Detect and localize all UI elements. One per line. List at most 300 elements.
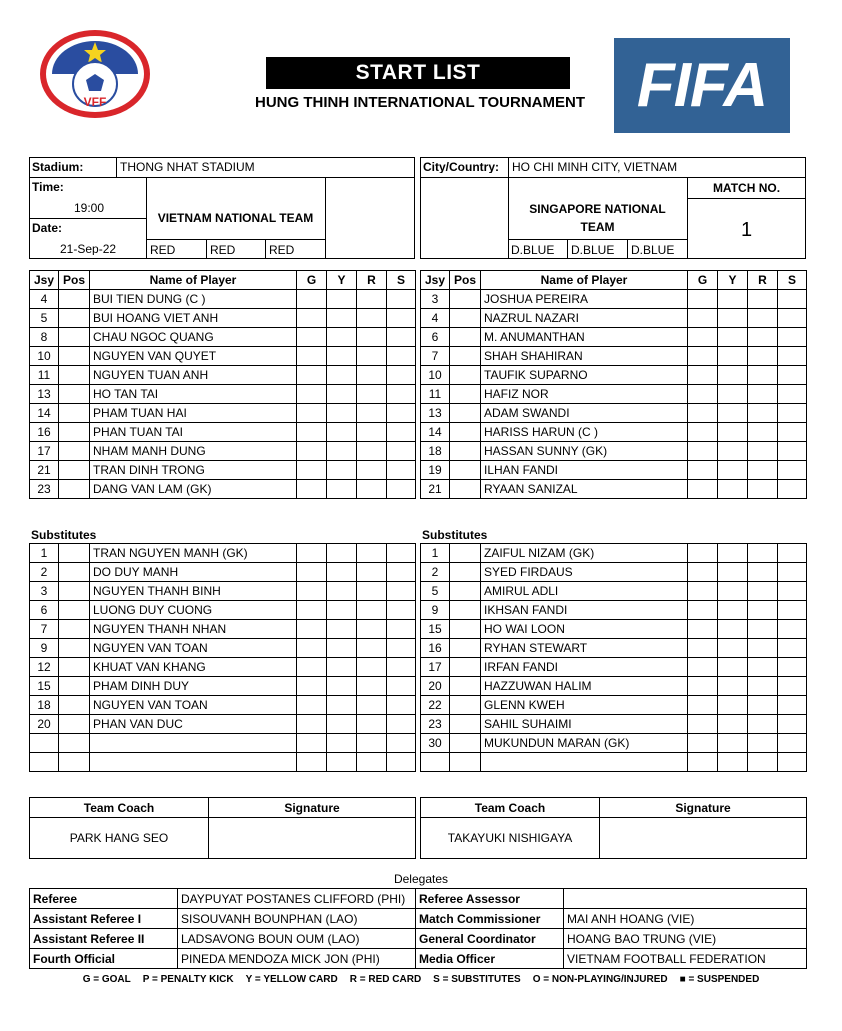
jersey-number xyxy=(30,753,59,772)
y-cell xyxy=(718,601,748,620)
s-cell xyxy=(778,658,807,677)
g-cell xyxy=(297,620,327,639)
away-coach-label: Team Coach xyxy=(421,798,600,818)
g-cell xyxy=(688,328,718,347)
r-cell xyxy=(357,328,387,347)
vff-logo xyxy=(38,28,152,120)
s-cell xyxy=(778,544,807,563)
delegate-role: Referee xyxy=(30,889,178,909)
table-row xyxy=(421,677,807,696)
city-label: City/Country: xyxy=(423,161,499,173)
r-cell xyxy=(357,366,387,385)
r-cell xyxy=(748,404,778,423)
jersey-number: 2 xyxy=(421,563,450,582)
table-row xyxy=(30,601,416,620)
r-cell xyxy=(357,347,387,366)
delegate-name xyxy=(564,889,807,909)
jersey-number: 13 xyxy=(30,385,59,404)
player-name: ADAM SWANDI xyxy=(481,404,688,423)
delegate-row xyxy=(30,909,807,929)
s-cell xyxy=(387,442,416,461)
home-coach-name: PARK HANG SEO xyxy=(30,818,209,859)
y-cell xyxy=(718,461,748,480)
delegate-name: LADSAVONG BOUN OUM (LAO) xyxy=(178,929,416,949)
r-cell xyxy=(748,328,778,347)
g-cell xyxy=(297,442,327,461)
r-cell xyxy=(357,620,387,639)
header-g: G xyxy=(688,271,718,290)
player-name: NGUYEN TUAN ANH xyxy=(90,366,297,385)
g-cell xyxy=(297,658,327,677)
y-cell xyxy=(718,404,748,423)
y-cell xyxy=(327,753,357,772)
r-cell xyxy=(748,461,778,480)
position-cell xyxy=(59,544,90,563)
delegate-role: Referee Assessor xyxy=(416,889,564,909)
s-cell xyxy=(778,620,807,639)
delegate-name: SISOUVANH BOUNPHAN (LAO) xyxy=(178,909,416,929)
g-cell xyxy=(297,734,327,753)
away-team-name-line2: TEAM xyxy=(580,221,615,233)
y-cell xyxy=(327,404,357,423)
jersey-number: 10 xyxy=(421,366,450,385)
position-cell xyxy=(450,601,481,620)
away-subs-table xyxy=(420,543,807,772)
s-cell xyxy=(778,328,807,347)
s-cell xyxy=(387,620,416,639)
s-cell xyxy=(387,404,416,423)
position-cell xyxy=(59,366,90,385)
match-no-value: 1 xyxy=(740,220,753,240)
y-cell xyxy=(327,328,357,347)
position-cell xyxy=(450,734,481,753)
r-cell xyxy=(357,480,387,499)
jersey-number: 7 xyxy=(421,347,450,366)
jersey-number: 14 xyxy=(30,404,59,423)
r-cell xyxy=(748,423,778,442)
s-cell xyxy=(387,753,416,772)
position-cell xyxy=(450,544,481,563)
r-cell xyxy=(748,347,778,366)
jersey-number: 11 xyxy=(30,366,59,385)
fifa-logo: FIFA xyxy=(614,38,790,133)
g-cell xyxy=(688,309,718,328)
player-name: HAFIZ NOR xyxy=(481,385,688,404)
jersey-number: 11 xyxy=(421,385,450,404)
table-row xyxy=(30,753,416,772)
table-row xyxy=(421,544,807,563)
g-cell xyxy=(688,753,718,772)
s-cell xyxy=(387,328,416,347)
g-cell xyxy=(688,423,718,442)
delegates-table xyxy=(29,888,807,969)
s-cell xyxy=(387,309,416,328)
y-cell xyxy=(718,715,748,734)
player-name: MUKUNDUN MARAN (GK) xyxy=(481,734,688,753)
jersey-number: 5 xyxy=(421,582,450,601)
table-row xyxy=(421,366,807,385)
table-row xyxy=(421,734,807,753)
r-cell xyxy=(748,753,778,772)
s-cell xyxy=(778,290,807,309)
position-cell xyxy=(59,677,90,696)
position-cell xyxy=(59,328,90,347)
position-cell xyxy=(450,347,481,366)
away-coach-table xyxy=(420,797,807,859)
table-row xyxy=(30,639,416,658)
position-cell xyxy=(450,677,481,696)
r-cell xyxy=(748,366,778,385)
s-cell xyxy=(387,715,416,734)
table-row xyxy=(30,347,416,366)
away-signature-label: Signature xyxy=(600,798,807,818)
g-cell xyxy=(688,715,718,734)
player-name: PHAM DINH DUY xyxy=(90,677,297,696)
y-cell xyxy=(718,639,748,658)
home-color-3: RED xyxy=(269,244,295,256)
s-cell xyxy=(387,601,416,620)
table-row xyxy=(30,480,416,499)
table-row xyxy=(421,620,807,639)
r-cell xyxy=(748,544,778,563)
jersey-number xyxy=(421,753,450,772)
r-cell xyxy=(357,544,387,563)
player-name: LUONG DUY CUONG xyxy=(90,601,297,620)
g-cell xyxy=(688,544,718,563)
table-row xyxy=(30,544,416,563)
away-color-2: D.BLUE xyxy=(571,244,615,256)
player-name: RYAAN SANIZAL xyxy=(481,480,688,499)
home-color-2: RED xyxy=(210,244,236,256)
home-signature-field xyxy=(209,818,416,859)
s-cell xyxy=(778,347,807,366)
header-jsy: Jsy xyxy=(30,271,59,290)
player-name: JOSHUA PEREIRA xyxy=(481,290,688,309)
delegate-role: Media Officer xyxy=(416,949,564,969)
stadium-value: THONG NHAT STADIUM xyxy=(120,161,255,173)
g-cell xyxy=(688,385,718,404)
y-cell xyxy=(327,290,357,309)
player-name: DO DUY MANH xyxy=(90,563,297,582)
position-cell xyxy=(59,480,90,499)
g-cell xyxy=(688,290,718,309)
home-subs-table xyxy=(29,543,416,772)
player-name: BUI TIEN DUNG (C ) xyxy=(90,290,297,309)
table-row xyxy=(30,658,416,677)
position-cell xyxy=(59,715,90,734)
player-name: RYHAN STEWART xyxy=(481,639,688,658)
s-cell xyxy=(778,442,807,461)
table-row xyxy=(30,677,416,696)
header-s: S xyxy=(387,271,416,290)
s-cell xyxy=(778,385,807,404)
header-pos: Pos xyxy=(450,271,481,290)
header-name: Name of Player xyxy=(481,271,688,290)
s-cell xyxy=(778,677,807,696)
table-row xyxy=(30,423,416,442)
jersey-number: 16 xyxy=(421,639,450,658)
position-cell xyxy=(450,385,481,404)
r-cell xyxy=(748,677,778,696)
y-cell xyxy=(718,658,748,677)
jersey-number: 3 xyxy=(421,290,450,309)
y-cell xyxy=(327,734,357,753)
jersey-number: 8 xyxy=(30,328,59,347)
position-cell xyxy=(59,734,90,753)
header-r: R xyxy=(748,271,778,290)
s-cell xyxy=(387,461,416,480)
jersey-number: 1 xyxy=(421,544,450,563)
y-cell xyxy=(718,544,748,563)
r-cell xyxy=(357,290,387,309)
table-row xyxy=(30,366,416,385)
s-cell xyxy=(778,696,807,715)
delegate-name: MAI ANH HOANG (VIE) xyxy=(564,909,807,929)
g-cell xyxy=(297,347,327,366)
g-cell xyxy=(688,620,718,639)
player-name: SHAH SHAHIRAN xyxy=(481,347,688,366)
r-cell xyxy=(748,582,778,601)
g-cell xyxy=(688,601,718,620)
r-cell xyxy=(748,290,778,309)
y-cell xyxy=(327,366,357,385)
position-cell xyxy=(59,347,90,366)
position-cell xyxy=(59,620,90,639)
table-row xyxy=(30,563,416,582)
position-cell xyxy=(59,442,90,461)
jersey-number: 19 xyxy=(421,461,450,480)
s-cell xyxy=(387,563,416,582)
player-name: NAZRUL NAZARI xyxy=(481,309,688,328)
delegate-name: VIETNAM FOOTBALL FEDERATION xyxy=(564,949,807,969)
jersey-number: 22 xyxy=(421,696,450,715)
g-cell xyxy=(297,582,327,601)
r-cell xyxy=(357,753,387,772)
delegate-name: PINEDA MENDOZA MICK JON (PHI) xyxy=(178,949,416,969)
y-cell xyxy=(327,461,357,480)
y-cell xyxy=(327,696,357,715)
table-row xyxy=(30,461,416,480)
jersey-number: 4 xyxy=(30,290,59,309)
y-cell xyxy=(718,347,748,366)
home-team-name: VIETNAM NATIONAL TEAM xyxy=(157,212,314,224)
g-cell xyxy=(688,442,718,461)
position-cell xyxy=(450,715,481,734)
player-name: PHAM TUAN HAI xyxy=(90,404,297,423)
table-row xyxy=(421,715,807,734)
g-cell xyxy=(297,639,327,658)
r-cell xyxy=(748,620,778,639)
player-name: CHAU NGOC QUANG xyxy=(90,328,297,347)
jersey-number: 1 xyxy=(30,544,59,563)
r-cell xyxy=(357,715,387,734)
r-cell xyxy=(357,639,387,658)
position-cell xyxy=(450,639,481,658)
legend-item: Y = YELLOW CARD xyxy=(245,974,338,985)
position-cell xyxy=(59,639,90,658)
jersey-number: 7 xyxy=(30,620,59,639)
page-title: START LIST xyxy=(266,57,570,89)
table-row xyxy=(30,290,416,309)
s-cell xyxy=(387,734,416,753)
jersey-number: 10 xyxy=(30,347,59,366)
delegates-title: Delegates xyxy=(393,872,449,886)
g-cell xyxy=(688,677,718,696)
date-label: Date: xyxy=(32,222,63,234)
table-row xyxy=(421,309,807,328)
r-cell xyxy=(748,715,778,734)
g-cell xyxy=(297,290,327,309)
position-cell xyxy=(450,404,481,423)
y-cell xyxy=(718,328,748,347)
jersey-number: 20 xyxy=(30,715,59,734)
jersey-number: 14 xyxy=(421,423,450,442)
player-name: TAUFIK SUPARNO xyxy=(481,366,688,385)
y-cell xyxy=(327,347,357,366)
player-name: NGUYEN THANH BINH xyxy=(90,582,297,601)
player-name: HO TAN TAI xyxy=(90,385,297,404)
jersey-number: 15 xyxy=(421,620,450,639)
y-cell xyxy=(327,677,357,696)
position-cell xyxy=(450,442,481,461)
r-cell xyxy=(748,480,778,499)
jersey-number: 21 xyxy=(30,461,59,480)
s-cell xyxy=(778,366,807,385)
player-name: GLENN KWEH xyxy=(481,696,688,715)
player-name: ZAIFUL NIZAM (GK) xyxy=(481,544,688,563)
g-cell xyxy=(297,480,327,499)
player-name: SAHIL SUHAIMI xyxy=(481,715,688,734)
g-cell xyxy=(688,404,718,423)
r-cell xyxy=(748,734,778,753)
legend-item: R = RED CARD xyxy=(349,974,422,985)
position-cell xyxy=(59,601,90,620)
g-cell xyxy=(688,639,718,658)
table-row xyxy=(30,734,416,753)
time-value: 19:00 xyxy=(74,202,105,214)
y-cell xyxy=(718,563,748,582)
away-color-1: D.BLUE xyxy=(511,244,555,256)
legend xyxy=(0,974,842,985)
position-cell xyxy=(450,582,481,601)
city-value: HO CHI MINH CITY, VIETNAM xyxy=(512,161,678,173)
s-cell xyxy=(387,658,416,677)
position-cell xyxy=(59,404,90,423)
r-cell xyxy=(357,385,387,404)
jersey-number: 13 xyxy=(421,404,450,423)
y-cell xyxy=(718,582,748,601)
delegate-name: DAYPUYAT POSTANES CLIFFORD (PHI) xyxy=(178,889,416,909)
date-value: 21-Sep-22 xyxy=(60,243,117,255)
home-color-1: RED xyxy=(150,244,176,256)
y-cell xyxy=(718,480,748,499)
table-row xyxy=(421,582,807,601)
position-cell xyxy=(59,753,90,772)
position-cell xyxy=(59,290,90,309)
position-cell xyxy=(59,563,90,582)
match-no-label: MATCH NO. xyxy=(712,182,781,194)
table-row xyxy=(421,347,807,366)
table-row xyxy=(421,601,807,620)
y-cell xyxy=(327,582,357,601)
g-cell xyxy=(688,582,718,601)
table-row xyxy=(30,442,416,461)
jersey-number: 17 xyxy=(30,442,59,461)
s-cell xyxy=(387,677,416,696)
s-cell xyxy=(778,582,807,601)
r-cell xyxy=(748,442,778,461)
jersey-number: 6 xyxy=(421,328,450,347)
s-cell xyxy=(387,347,416,366)
away-starters-table xyxy=(420,270,807,499)
jersey-number: 6 xyxy=(30,601,59,620)
y-cell xyxy=(718,290,748,309)
s-cell xyxy=(387,385,416,404)
g-cell xyxy=(297,423,327,442)
player-name xyxy=(481,753,688,772)
s-cell xyxy=(387,290,416,309)
vff-initials: VFF xyxy=(83,95,107,109)
r-cell xyxy=(357,563,387,582)
g-cell xyxy=(297,309,327,328)
table-row xyxy=(421,461,807,480)
s-cell xyxy=(778,309,807,328)
position-cell xyxy=(59,309,90,328)
r-cell xyxy=(357,658,387,677)
s-cell xyxy=(387,639,416,658)
delegate-name: HOANG BAO TRUNG (VIE) xyxy=(564,929,807,949)
legend-item: ■ = SUSPENDED xyxy=(679,974,760,985)
y-cell xyxy=(718,442,748,461)
table-row xyxy=(421,328,807,347)
s-cell xyxy=(387,544,416,563)
r-cell xyxy=(748,658,778,677)
home-starters-table xyxy=(29,270,416,499)
s-cell xyxy=(778,563,807,582)
g-cell xyxy=(297,715,327,734)
player-name: NGUYEN VAN QUYET xyxy=(90,347,297,366)
jersey-number: 15 xyxy=(30,677,59,696)
player-name: NGUYEN THANH NHAN xyxy=(90,620,297,639)
g-cell xyxy=(297,753,327,772)
player-name: IRFAN FANDI xyxy=(481,658,688,677)
y-cell xyxy=(327,601,357,620)
table-row xyxy=(421,404,807,423)
r-cell xyxy=(357,461,387,480)
s-cell xyxy=(778,734,807,753)
header-y: Y xyxy=(327,271,357,290)
header-g: G xyxy=(297,271,327,290)
player-name: ILHAN FANDI xyxy=(481,461,688,480)
g-cell xyxy=(297,328,327,347)
header-s: S xyxy=(778,271,807,290)
table-row xyxy=(421,696,807,715)
y-cell xyxy=(327,658,357,677)
delegate-role: Match Commissioner xyxy=(416,909,564,929)
stadium-label: Stadium: xyxy=(32,161,84,173)
position-cell xyxy=(450,563,481,582)
jersey-number: 17 xyxy=(421,658,450,677)
g-cell xyxy=(297,544,327,563)
g-cell xyxy=(688,366,718,385)
player-name: PHAN VAN DUC xyxy=(90,715,297,734)
s-cell xyxy=(387,696,416,715)
s-cell xyxy=(387,582,416,601)
y-cell xyxy=(718,423,748,442)
player-name: HARISS HARUN (C ) xyxy=(481,423,688,442)
position-cell xyxy=(59,696,90,715)
player-name: HAZZUWAN HALIM xyxy=(481,677,688,696)
